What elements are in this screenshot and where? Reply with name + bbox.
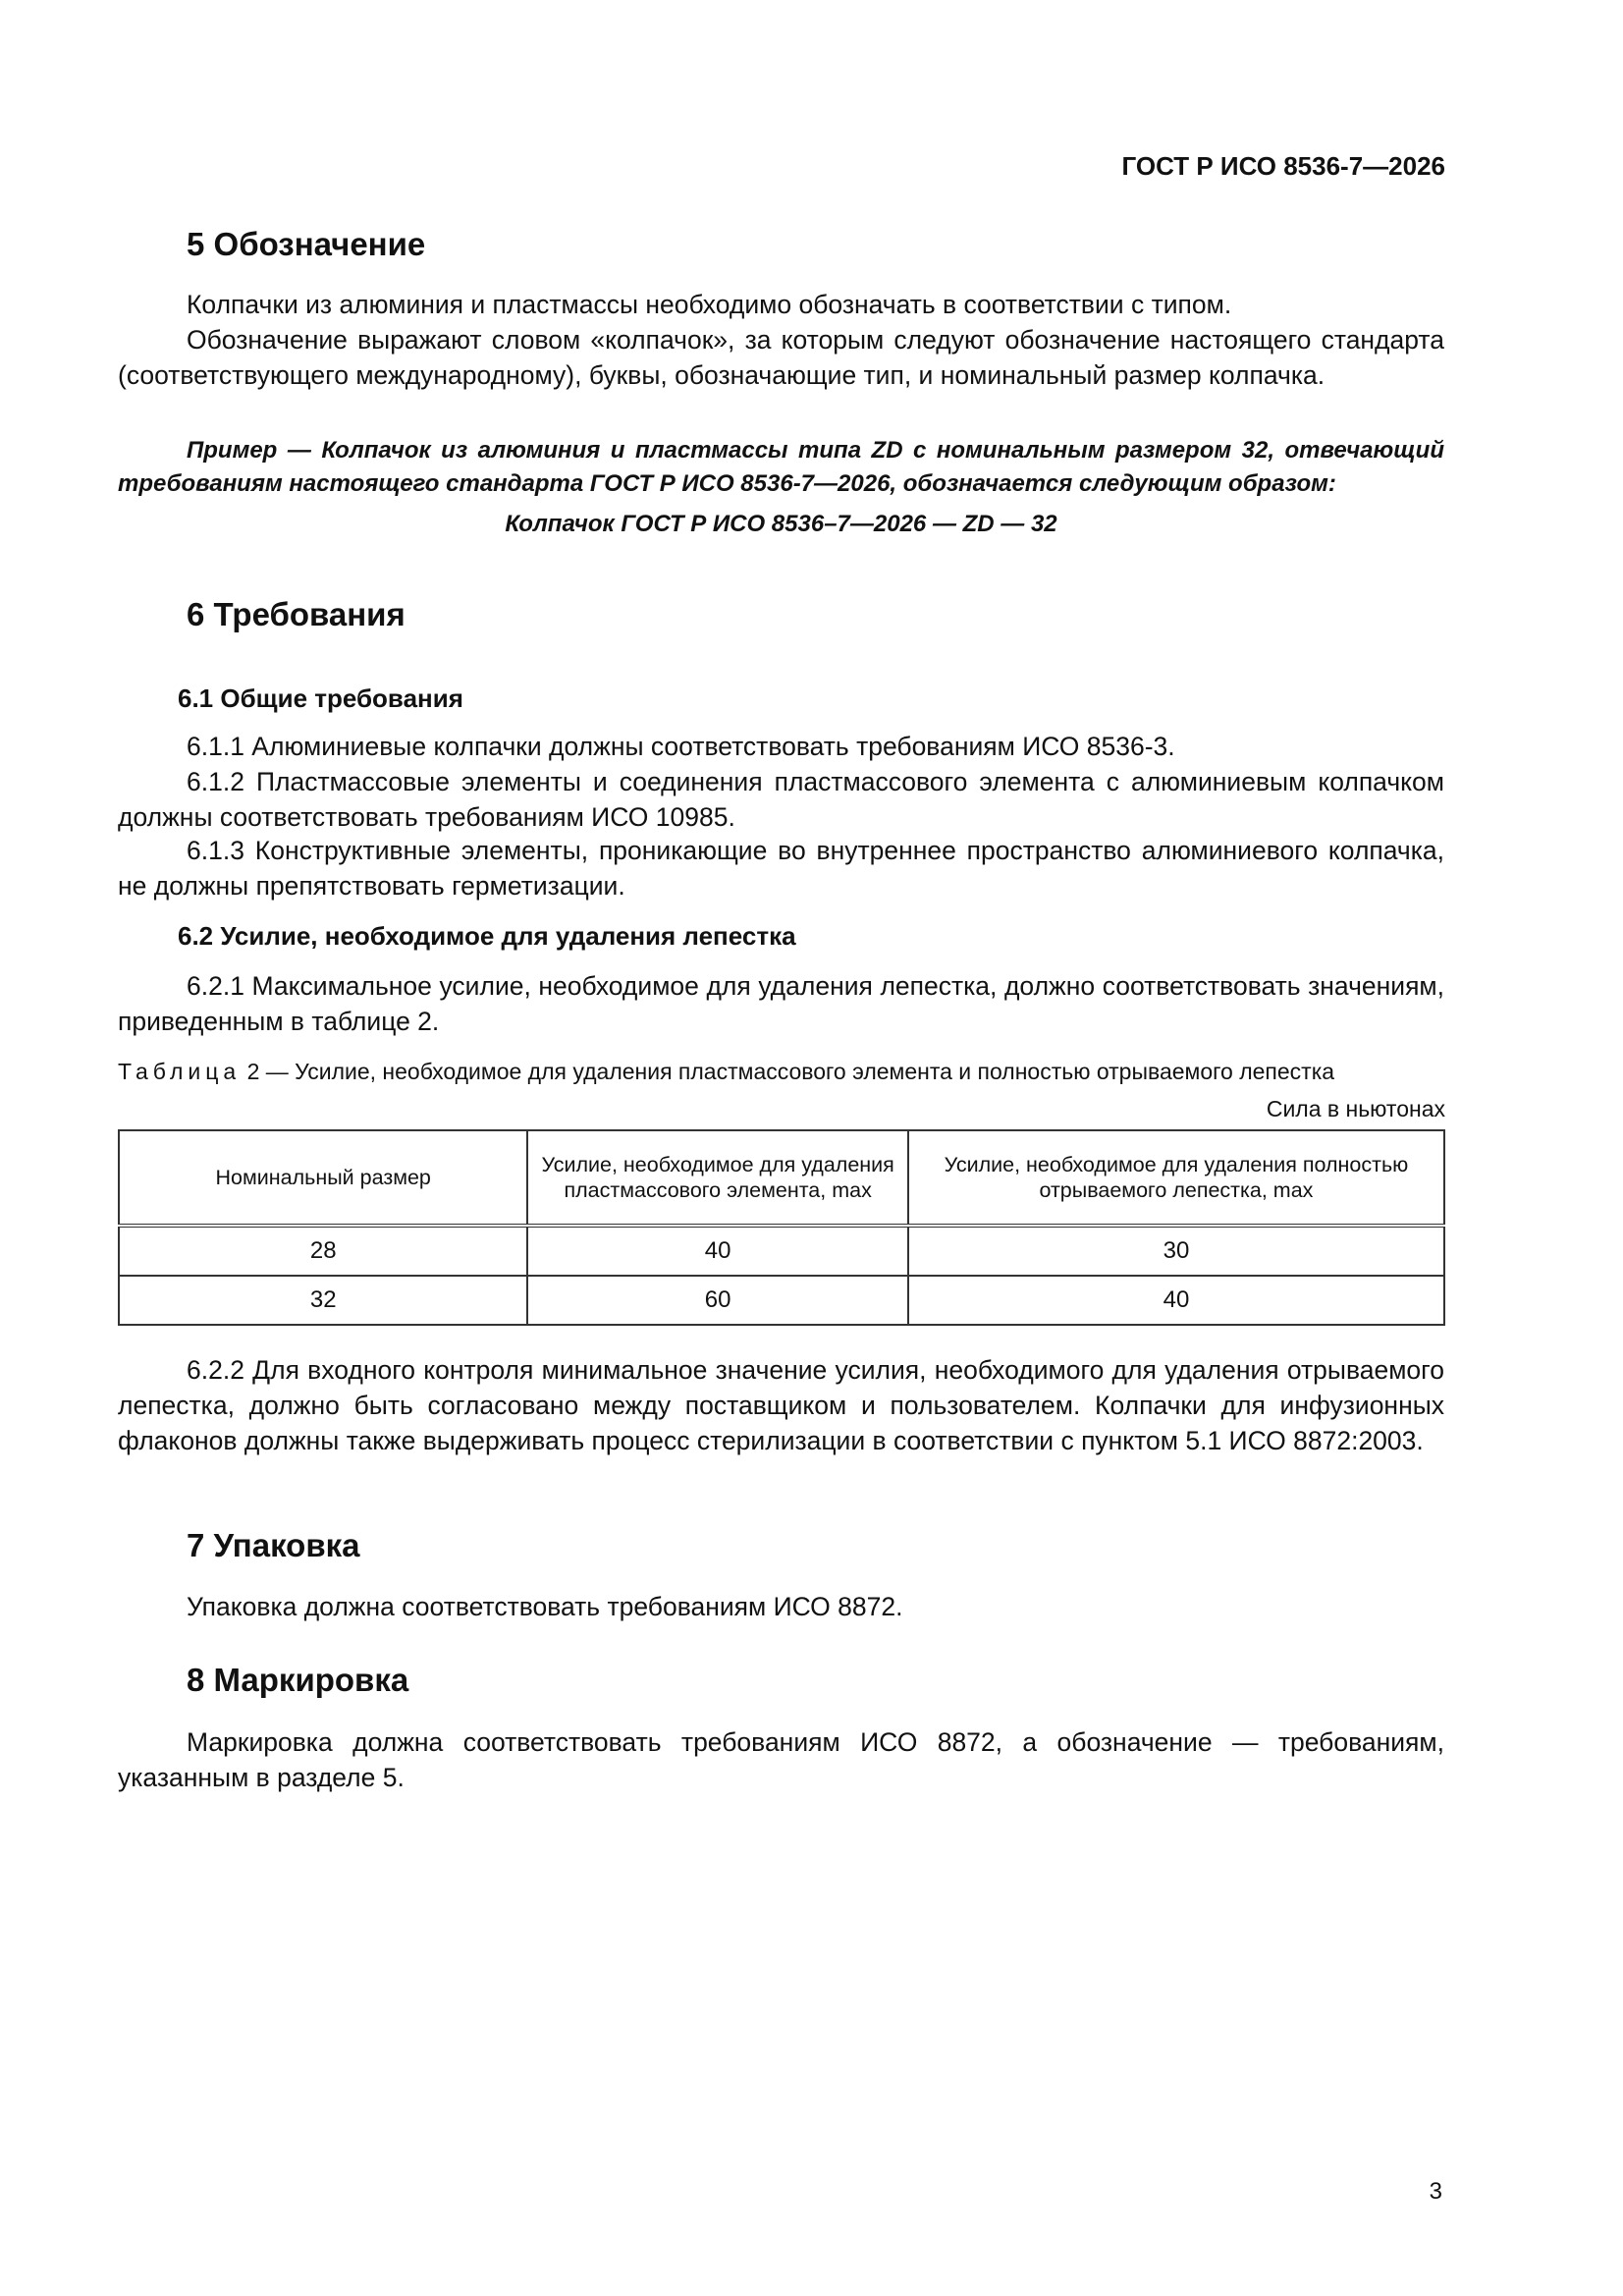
section-7-title: 7 Упаковка — [187, 1527, 360, 1563]
section-8-paragraph: Маркировка должна соответствовать требованиям ИСО 8872, а обозначение — требованиям, указанным в разделе 5. — [118, 1727, 1444, 1792]
subsection-6-1-title: 6.1 Общие требования — [178, 683, 463, 713]
table-header-row — [119, 1130, 1444, 1226]
section-5-paragraph-2: Обозначение выражают словом «колпачок», за которым следуют обозначение настоящего стандарта (соответствующего международному), буквы, обозначающие тип, и номинальный размер колпачка. — [118, 325, 1444, 390]
table-cell: 40 — [908, 1276, 1444, 1325]
page-number: 3 — [1429, 2178, 1442, 2205]
clause-6-2-1: 6.2.1 Максимальное усилие, необходимое для удаления лепестка, должно соответствовать значениям, приведенным в таблице 2. — [118, 971, 1444, 1036]
clause-6-1-1: 6.1.1 Алюминиевые колпачки должны соответствовать требованиям ИСО 8536-3. — [187, 732, 1175, 761]
section-8-title: 8 Маркировка — [187, 1662, 409, 1698]
subsection-6-2-title: 6.2 Усилие, необходимое для удаления лепестка — [178, 921, 796, 951]
header-nominal-size: Номинальный размер — [119, 1130, 527, 1226]
header-plastic-element-force: Усилие, необходимое для удаления пластмассового элемента, max — [527, 1130, 908, 1226]
table-2-caption-text: 2 — Усилие, необходимое для удаления пластмассового элемента и полностью отрываемого лепестка — [241, 1059, 1335, 1084]
table-cell: 32 — [119, 1276, 527, 1325]
table-cell: 28 — [119, 1226, 527, 1276]
table-2-caption — [118, 1059, 1334, 1085]
document-header-id: ГОСТ Р ИСО 8536-7—2026 — [1121, 151, 1445, 181]
table-cell: 30 — [908, 1226, 1444, 1276]
table-2 — [118, 1129, 1445, 1326]
header-tear-off-petal-force: Усилие, необходимое для удаления полностью отрываемого лепестка, max — [908, 1130, 1444, 1226]
table-cell: 60 — [527, 1276, 908, 1325]
section-6-title: 6 Требования — [187, 596, 406, 632]
table-2-units: Сила в ньютонах — [1266, 1096, 1445, 1121]
table-cell: 40 — [527, 1226, 908, 1276]
section-5-title: 5 Обозначение — [187, 226, 426, 262]
section-5-paragraph-1: Колпачки из алюминия и пластмассы необходимо обозначать в соответствии с типом. — [187, 290, 1232, 319]
clause-6-1-2: 6.1.2 Пластмассовые элементы и соединения пластмассового элемента с алюминиевым колпачком должны соответствовать требованиям ИСО 10985. — [118, 767, 1444, 832]
table-row — [119, 1276, 1444, 1325]
clause-6-1-3: 6.1.3 Конструктивные элементы, проникающие во внутреннее пространство алюминиевого колпачка, не должны препятствовать герметизации. — [118, 836, 1444, 901]
clause-6-2-2: 6.2.2 Для входного контроля минимальное значение усилия, необходимого для удаления отрываемого лепестка, должно быть согласовано между поставщиком и пользователем. Колпачки для инфузионных флаконов должны также выдерживать процесс стерилизации в соответствии с пунктом 5.1 ИСО 8872:2003. — [118, 1355, 1444, 1455]
designation-example-value: Колпачок ГОСТ Р ИСО 8536–7—2026 — ZD — 32 — [505, 511, 1057, 537]
table-2-caption-word: Таблица — [118, 1059, 242, 1084]
section-7-paragraph: Упаковка должна соответствовать требованиям ИСО 8872. — [187, 1592, 903, 1621]
table-row — [119, 1226, 1444, 1276]
designation-example: Пример — Колпачок из алюминия и пластмассы типа ZD с номинальным размером 32, отвечающий требованиям настоящего стандарта ГОСТ Р ИСО 8536-7—2026, обозначается следующим образом: — [118, 437, 1444, 497]
